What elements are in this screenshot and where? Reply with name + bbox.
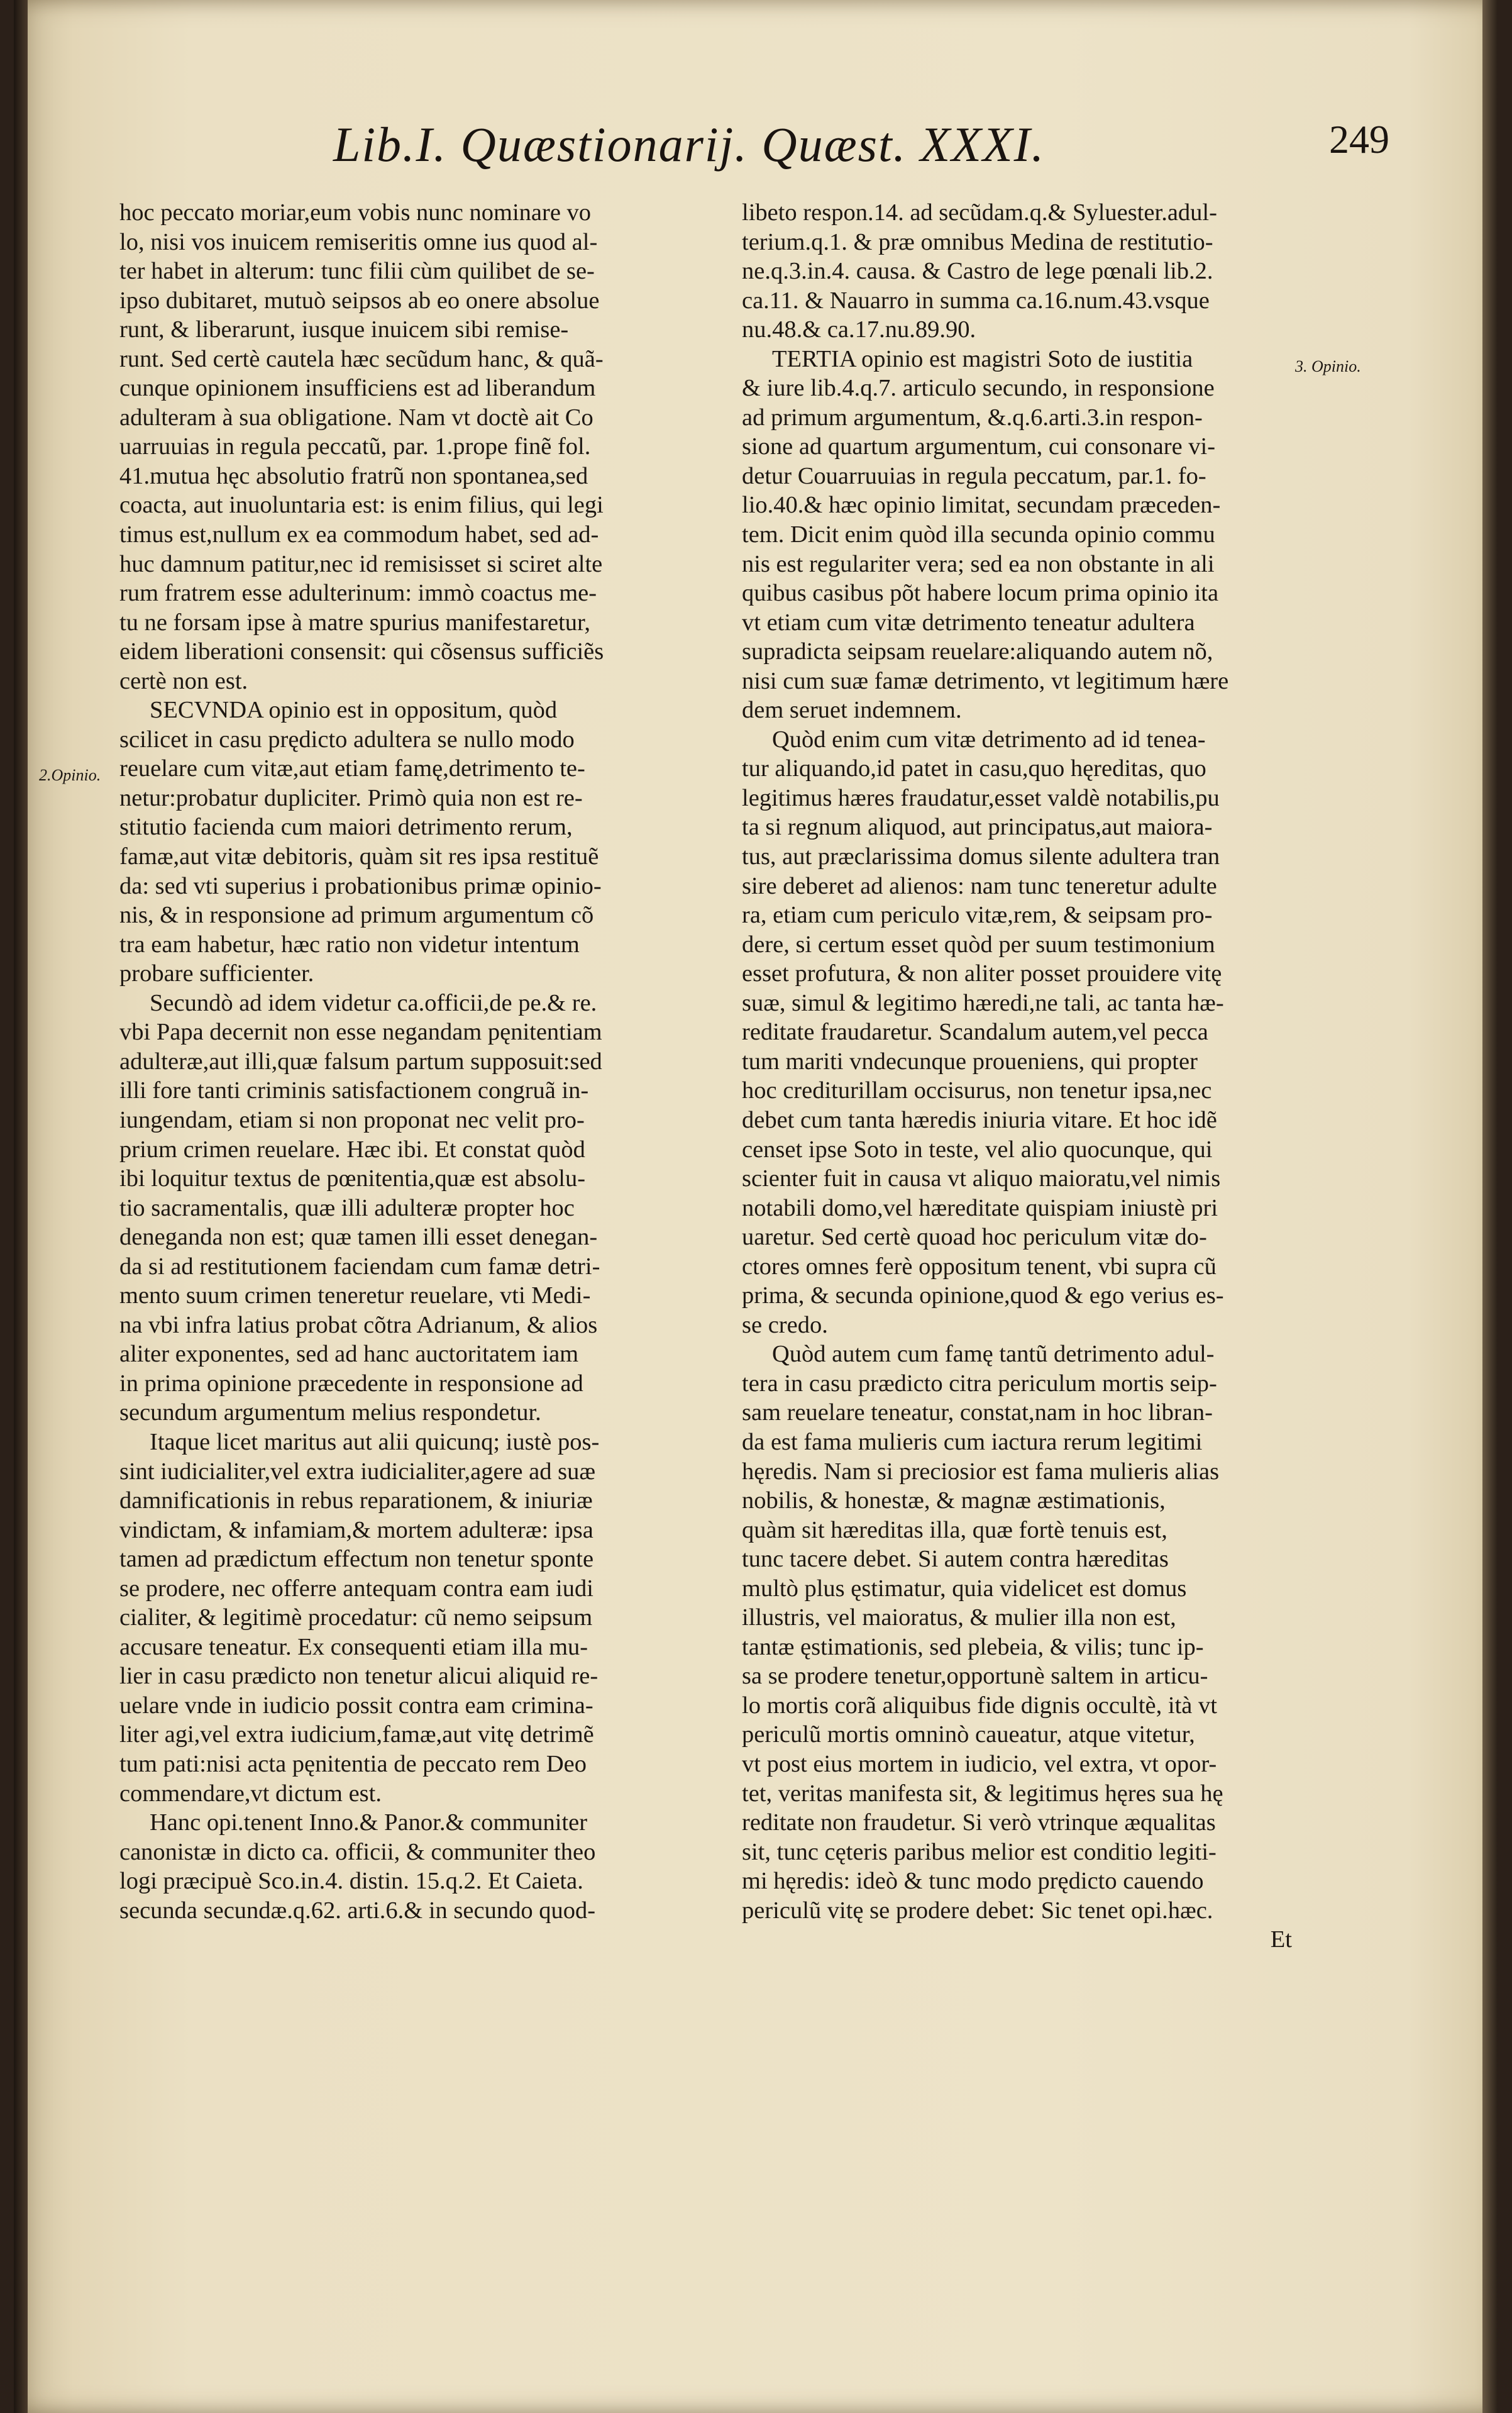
text-line: Quòd autem cum famę tantũ detrimento adul- [772, 1341, 1215, 1368]
text-line: liter agi,vel extra iudicium,famæ,aut vitę detrimẽ [119, 1721, 594, 1748]
text-line: libeto respon.14. ad secũdam.q.& Syluester.adul- [742, 199, 1217, 226]
text-line: lio.40.& hæc opinio limitat, secundam præceden- [742, 492, 1221, 519]
text-column-right [742, 198, 1292, 1955]
text-line: ctores omnes ferè oppositum tenent, vbi supra cũ [742, 1253, 1217, 1280]
text-line: quibus casibus põt habere locum prima opinio ita [742, 580, 1219, 607]
text-line: logi præcipuè Sco.in.4. distin. 15.q.2. Et Caieta. [119, 1868, 583, 1895]
text-line: vt etiam cum vitæ detrimento teneatur adultera [742, 609, 1195, 636]
text-line: damnificationis in rebus reparationem, & iniuriæ [119, 1487, 593, 1514]
text-line: vt post eius mortem in iudicio, vel extra, vt opor- [742, 1750, 1217, 1777]
text-line: Hanc opi.tenent Inno.& Panor.& communiter [150, 1809, 588, 1836]
text-line: multò plus ęstimatur, quia videlicet est domus [742, 1575, 1187, 1602]
text-line: sint iudicialiter,vel extra iudicialiter,agere ad suæ [119, 1458, 596, 1485]
text-line: tus, aut præclarissima domus silente adultera tran [742, 843, 1220, 870]
text-line: tamen ad prædictum effectum non tenetur sponte [119, 1546, 594, 1573]
text-line: tunc tacere debet. Si autem contra hæreditas [742, 1546, 1169, 1573]
text-line: huc damnum patitur,nec id remisisset si sciret alte [119, 550, 603, 577]
text-line: TERTIA opinio est magistri Soto de iustitia [772, 345, 1193, 372]
text-line: uelare vnde in iudicio possit contra eam crimina- [119, 1692, 593, 1719]
text-line: nobilis, & honestæ, & magnæ æstimationis, [742, 1487, 1166, 1514]
text-line: nis, & in responsione ad primum argumentum cõ [119, 902, 594, 929]
text-line: runt. Sed certè cautela hæc secũdum hanc, & quã- [119, 345, 604, 372]
text-line: sione ad quartum argumentum, cui consonare vi- [742, 433, 1216, 460]
text-line: tur aliquando,id patet in casu,quo hęreditas, quo [742, 755, 1206, 782]
page-fore-edge [1482, 0, 1498, 2413]
text-line: tra eam habetur, hæc ratio non videtur intentum [119, 931, 580, 958]
text-line: da est fama mulieris cum iactura rerum legitimi [742, 1428, 1203, 1455]
text-line: reuelare cum vitæ,aut etiam famę,detrimento te- [119, 755, 585, 782]
text-line: prium crimen reuelare. Hæc ibi. Et constat quòd [119, 1136, 585, 1163]
text-line: vbi Papa decernit non esse negandam pęnitentiam [119, 1019, 602, 1046]
text-line: probare sufficienter. [119, 960, 314, 987]
text-line: deneganda non est; quæ tamen illi esset denegan- [119, 1224, 598, 1251]
text-line: secundum argumentum melius respondetur. [119, 1399, 541, 1426]
text-line: Secundò ad idem videtur ca.officii,de pe.& re. [150, 989, 597, 1016]
text-line: Et [1270, 1926, 1292, 1953]
text-line: da: sed vti superius i probationibus primæ opinio- [119, 872, 602, 899]
text-line: scienter fuit in causa vt aliquo maioratu,vel nimis [742, 1165, 1221, 1192]
running-head: Lib.I. Quæstionarij. Quæst. XXXI. [333, 117, 1046, 172]
text-line: certè non est. [119, 667, 248, 694]
text-line: 41.mutua hęc absolutio fratrũ non spontanea,sed [119, 462, 588, 489]
text-line: dem seruet indemnem. [742, 697, 962, 724]
text-line: na vbi infra latius probat cõtra Adrianum, & alios [119, 1311, 598, 1338]
text-line: dere, si certum esset quòd per suum testimonium [742, 931, 1215, 958]
text-line: coacta, aut inuoluntaria est: is enim filius, qui legi [119, 492, 604, 519]
text-line: esset profutura, & non aliter posset prouidere vitę [742, 960, 1222, 987]
text-line: tum mariti vndecunque proueniens, qui propter [742, 1048, 1198, 1075]
text-line: adulteræ,aut illi,quæ falsum partum supposuit:sed [119, 1048, 602, 1075]
text-column-left [119, 198, 673, 1925]
text-line: legitimus hæres fraudatur,esset valdè notabilis,pu [742, 784, 1220, 811]
text-line: tio sacramentalis, quæ illi adulteræ propter hoc [119, 1194, 575, 1221]
text-line: illi fore tanti criminis satisfactionem congruã in- [119, 1077, 589, 1104]
text-line: lo mortis corã aliquibus fide dignis occultè, ità vt [742, 1692, 1217, 1719]
text-line: ad primum argumentum, &.q.6.arti.3.in respon- [742, 404, 1203, 431]
text-line: eidem liberationi consensit: qui cõsensus sufficiẽs [119, 638, 604, 665]
text-line: ta si regnum aliquod, aut principatus,aut maiora- [742, 814, 1213, 841]
text-line: ibi loquitur textus de pœnitentia,quæ est absolu- [119, 1165, 586, 1192]
text-line: rum fratrem esse adulterinum: immò coactus me- [119, 580, 597, 607]
text-line: canonistæ in dicto ca. officii, & communiter theo [119, 1838, 596, 1865]
text-line: cunque opinionem insufficiens est ad liberandum [119, 375, 596, 402]
text-line: cialiter, & legitimè procedatur: cũ nemo seipsum [119, 1604, 593, 1631]
margin-note-right: 3. Opinio. [1295, 357, 1361, 375]
text-line: timus est,nullum ex ea commodum habet, sed ad- [119, 521, 599, 548]
text-line: suæ, simul & legitimo hæredi,ne tali, ac tanta hæ- [742, 989, 1224, 1016]
text-line: in prima opinione præcedente in responsione ad [119, 1370, 583, 1397]
text-line: hoc crediturillam occisurus, non tenetur ipsa,nec [742, 1077, 1212, 1104]
text-line: scilicet in casu prędicto adultera se nullo modo [119, 726, 575, 753]
text-line: accusare teneatur. Ex consequenti etiam illa mu- [119, 1633, 588, 1660]
text-line: mento suum crimen teneretur reuelare, vti Medi- [119, 1282, 591, 1309]
text-line: aliter exponentes, sed ad hanc auctoritatem iam [119, 1341, 579, 1368]
text-line: iungendam, etiam si non proponat nec velit pro- [119, 1106, 585, 1133]
text-line: ca.11. & Nauarro in summa ca.16.num.43.vsque [742, 287, 1210, 314]
text-line: hoc peccato moriar,eum vobis nunc nominare vo [119, 199, 592, 226]
text-line: sam reuelare teneatur, constat,nam in hoc libran- [742, 1399, 1213, 1426]
text-line: netur:probatur dupliciter. Primò quia non est re- [119, 784, 583, 811]
text-line: vindictam, & infamiam,& mortem adulteræ: ipsa [119, 1516, 593, 1543]
text-line: ra, etiam cum periculo vitæ,rem, & seipsam pro- [742, 902, 1213, 929]
text-line: supradicta seipsam reuelare:aliquando autem nõ, [742, 638, 1213, 665]
text-line: secunda secundæ.q.62. arti.6.& in secundo quod- [119, 1897, 596, 1924]
text-line: Itaque licet maritus aut alii quicunq; iustè pos- [150, 1428, 600, 1455]
text-line: sit, tunc cęteris paribus melior est conditio legiti- [742, 1838, 1217, 1865]
text-line: tet, veritas manifesta sit, & legitimus hęres sua hę [742, 1780, 1223, 1807]
text-line: tantæ ęstimationis, sed plebeia, & vilis; tunc ip- [742, 1633, 1204, 1660]
text-line: notabili domo,vel hæreditate quispiam iniustè pri [742, 1194, 1218, 1221]
text-line: reditate fraudaretur. Scandalum autem,vel pecca [742, 1019, 1208, 1046]
text-line: nisi cum suæ famæ detrimento, vt legitimum hære [742, 667, 1229, 694]
text-line: runt, & liberarunt, iusque inuicem sibi remise- [119, 316, 569, 343]
text-line: se credo. [742, 1311, 828, 1338]
page-number: 249 [1329, 117, 1389, 162]
text-line: tera in casu prædicto citra periculum mortis seip- [742, 1370, 1217, 1397]
page-header [333, 116, 1389, 176]
text-line: debet cum tanta hæredis iniuria vitare. Et hoc idẽ [742, 1106, 1217, 1133]
text-line: censet ipse Soto in teste, vel alio quocunque, qui [742, 1136, 1213, 1163]
text-line: lier in casu prædicto non tenetur alicui aliquid re- [119, 1663, 599, 1690]
text-line: hęredis. Nam si preciosior est fama mulieris alias [742, 1458, 1220, 1485]
text-line: ipso dubitaret, mutuò seipsos ab eo onere absolue [119, 287, 600, 314]
text-line: da si ad restitutionem faciendam cum famæ detri- [119, 1253, 600, 1280]
text-line: ne.q.3.in.4. causa. & Castro de lege pœnali lib.2. [742, 258, 1213, 285]
binding-gutter [14, 0, 28, 2413]
text-line: uarruuias in regula peccatũ, par. 1.prope finẽ fol. [119, 433, 591, 460]
text-line: sa se prodere tenetur,opportunè saltem in articu- [742, 1663, 1208, 1690]
text-line: terium.q.1. & præ omnibus Medina de restitutio- [742, 228, 1213, 255]
text-line: sire deberet ad alienos: nam tunc teneretur adulte [742, 872, 1217, 899]
margin-note-left: 2.Opinio. [39, 766, 101, 784]
text-line: commendare,vt dictum est. [119, 1780, 382, 1807]
text-line: lo, nisi vos inuicem remiseritis omne ius quod al- [119, 228, 598, 255]
text-line: tum pati:nisi acta pęnitentia de peccato rem Deo [119, 1750, 587, 1777]
text-line: mi hęredis: ideò & tunc modo prędicto cauendo [742, 1868, 1204, 1895]
text-line: uaretur. Sed certè quoad hoc periculum vitæ do- [742, 1224, 1207, 1251]
text-line: nis est regulariter vera; sed ea non obstante in ali [742, 550, 1215, 577]
text-line: quàm sit hæreditas illa, quæ fortè tenuis est, [742, 1516, 1167, 1543]
text-line: & iure lib.4.q.7. articulo secundo, in responsione [742, 375, 1215, 402]
text-line: periculũ mortis omninò caueatur, atque vitetur, [742, 1721, 1195, 1748]
text-line: ter habet in alterum: tunc filii cùm quilibet de se- [119, 258, 595, 285]
text-line: tem. Dicit enim quòd illa secunda opinio commu [742, 521, 1215, 548]
text-line: prima, & secunda opinione,quod & ego verius es- [742, 1282, 1224, 1309]
text-line: SECVNDA opinio est in oppositum, quòd [150, 697, 558, 724]
text-line: periculũ vitę se prodere debet: Sic tenet opi.hæc. [742, 1897, 1213, 1924]
text-line: tu ne forsam ipse à matre spurius manifestaretur, [119, 609, 590, 636]
text-line: nu.48.& ca.17.nu.89.90. [742, 316, 976, 343]
text-line: famæ,aut vitæ debitoris, quàm sit res ipsa restituẽ [119, 843, 599, 870]
text-line: se prodere, nec offerre antequam contra eam iudi [119, 1575, 593, 1602]
text-line: illustris, vel maioratus, & mulier illa non est, [742, 1604, 1176, 1631]
text-line: adulteram à sua obligatione. Nam vt doctè ait Co [119, 404, 593, 431]
text-line: detur Couarruuias in regula peccatum, par.1. fo- [742, 462, 1206, 489]
text-line: Quòd enim cum vitæ detrimento ad id tenea- [772, 726, 1206, 753]
text-line: reditate non fraudetur. Si verò vtrinque æqualitas [742, 1809, 1216, 1836]
text-line: stitutio facienda cum maiori detrimento rerum, [119, 814, 573, 841]
